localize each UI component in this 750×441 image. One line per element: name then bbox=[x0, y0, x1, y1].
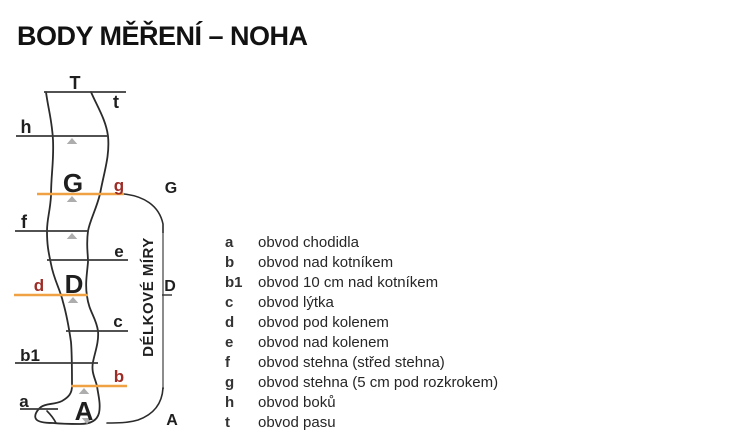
legend-row bbox=[225, 393, 498, 413]
diagram-label-b: b bbox=[113, 367, 125, 386]
legend-key: a bbox=[225, 234, 234, 251]
legend-desc: obvod boků bbox=[258, 394, 336, 411]
diagram-label-A: A bbox=[166, 412, 178, 429]
point-marker-triangle bbox=[79, 388, 90, 394]
legend-key: e bbox=[225, 334, 234, 351]
legend-desc: obvod chodidla bbox=[258, 234, 359, 251]
diagram-label-D: D bbox=[164, 278, 176, 295]
legend-key: b bbox=[225, 254, 235, 271]
point-marker-triangle bbox=[67, 138, 78, 144]
legend bbox=[225, 233, 498, 433]
legend-row bbox=[225, 353, 498, 373]
legend-key: f bbox=[225, 354, 230, 371]
page-title: BODY MĚŘENÍ – NOHA bbox=[17, 21, 308, 51]
legend-desc: obvod lýtka bbox=[258, 294, 334, 311]
legend-row bbox=[225, 233, 498, 253]
legend-row bbox=[225, 373, 498, 393]
legend-desc: obvod pasu bbox=[258, 414, 336, 431]
legend-desc: obvod nad kotníkem bbox=[258, 254, 394, 271]
legend-desc: obvod stehna (5 cm pod rozkrokem) bbox=[258, 374, 499, 391]
legend-key: b1 bbox=[225, 274, 243, 291]
legend-key: d bbox=[225, 314, 235, 331]
toe-cap-line bbox=[47, 411, 56, 423]
legend-key: h bbox=[225, 394, 235, 411]
legend-row bbox=[225, 313, 498, 333]
length-bracket-top-curve bbox=[124, 194, 163, 234]
legend-row bbox=[225, 333, 498, 353]
legend-desc: obvod 10 cm nad kotníkem bbox=[258, 274, 439, 291]
diagram-label-h: h bbox=[20, 117, 32, 137]
diagram-label-G: G bbox=[62, 168, 84, 198]
legend-key: t bbox=[225, 414, 230, 431]
diagram-label-f: f bbox=[21, 212, 27, 232]
legend-row bbox=[225, 253, 498, 273]
diagram-label-d: d bbox=[33, 276, 45, 295]
legend-row bbox=[225, 273, 498, 293]
legend-row bbox=[225, 413, 498, 433]
legend-desc: obvod stehna (střed stehna) bbox=[258, 354, 445, 371]
length-bracket-bottom-curve bbox=[107, 388, 163, 423]
diagram-label-t: t bbox=[113, 92, 119, 112]
diagram-label-g: g bbox=[113, 176, 125, 195]
legend-desc: obvod nad kolenem bbox=[258, 334, 389, 351]
legend-key: c bbox=[225, 294, 234, 311]
legend-row bbox=[225, 293, 498, 313]
diagram-label-G: G bbox=[164, 180, 178, 197]
diagram-label-b1: b1 bbox=[20, 346, 40, 365]
leg-diagram bbox=[0, 0, 200, 441]
diagram-label-a: a bbox=[19, 392, 29, 411]
point-marker-triangle bbox=[67, 233, 78, 239]
diagram-label-D: D bbox=[64, 269, 84, 299]
diagram-label-T: T bbox=[69, 73, 81, 93]
diagram-label-A: A bbox=[74, 396, 94, 426]
diagram-label-c: c bbox=[113, 312, 123, 331]
legend-key: g bbox=[225, 374, 235, 391]
length-measures-label: DÉLKOVÉ MÍRY bbox=[140, 237, 157, 357]
legend-desc: obvod pod kolenem bbox=[258, 314, 389, 331]
diagram-label-e: e bbox=[114, 242, 124, 261]
